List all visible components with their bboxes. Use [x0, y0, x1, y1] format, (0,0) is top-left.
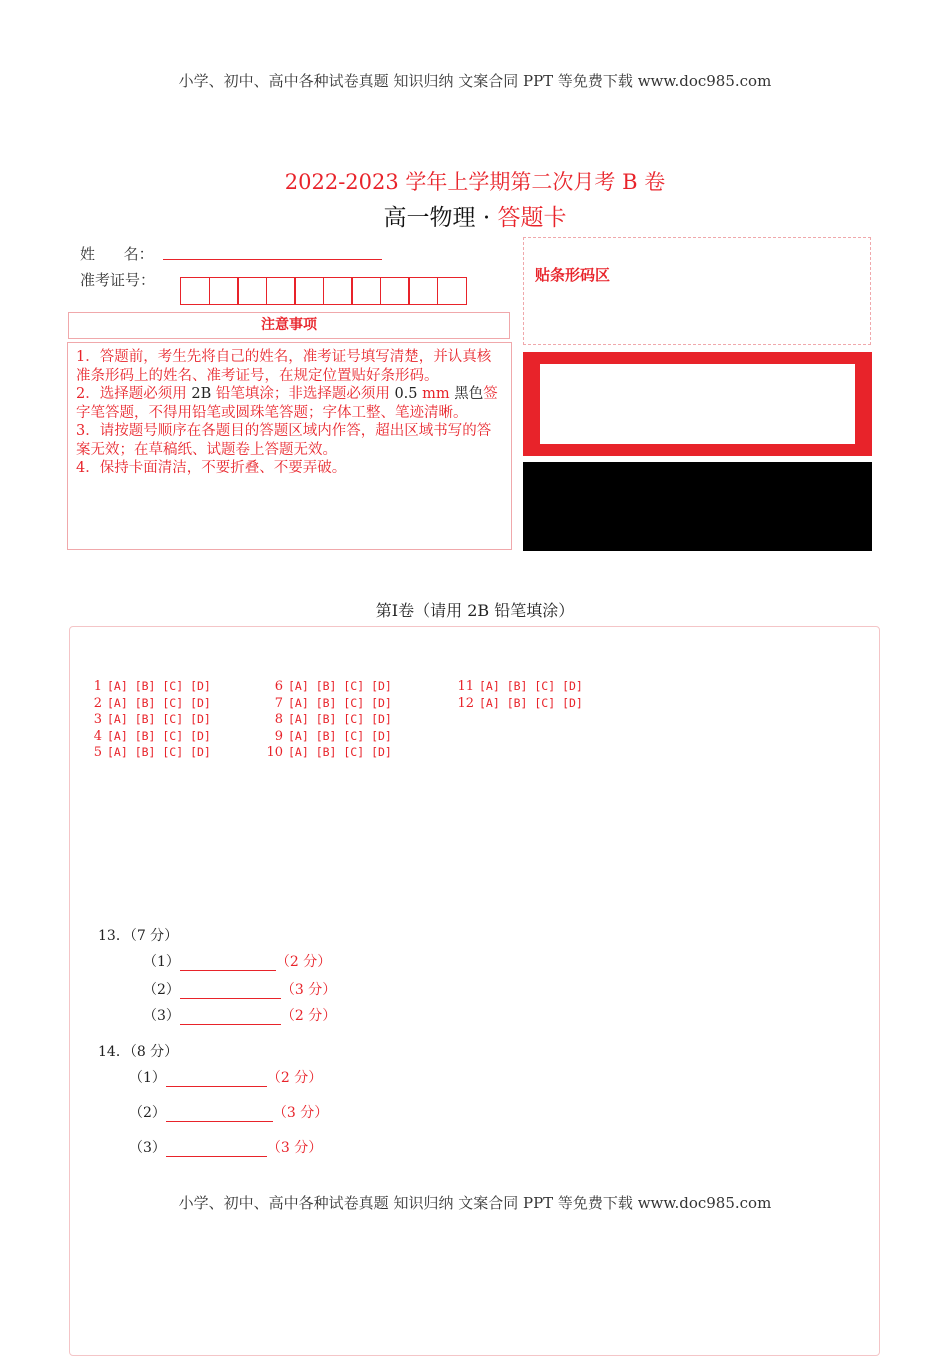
mc-row[interactable]: 2 [A] [B] [C] [D] [93, 695, 211, 711]
q13-part: （1） （2 分） [143, 954, 332, 970]
mc-row[interactable]: 3 [A] [B] [C] [D] [93, 712, 211, 727]
name-label: 姓 名： [80, 245, 154, 263]
card-label: 答题卡 [497, 205, 567, 231]
mc-column-2 [263, 679, 392, 762]
mc-row[interactable]: 4 [A] [B] [C] [D] [93, 728, 211, 744]
answer-blank[interactable] [166, 1107, 273, 1122]
notice-item: 4．保持卡面清洁，不要折叠、不要弄破。 [76, 460, 347, 476]
answer-blank[interactable] [166, 1142, 267, 1157]
subject-name: 高一物理 [383, 205, 476, 231]
black-marker-block [523, 462, 872, 551]
notice-item: 2．选择题必须用 2B 铅笔填涂；非选择题必须用 0.5 mm 黑色签字笔答题，不得用铅笔或圆珠笔答题；字体工整、笔迹清晰。 [76, 386, 498, 421]
mc-row[interactable]: 10 [A] [B] [C] [D] [266, 745, 392, 760]
answer-blank[interactable] [180, 956, 276, 971]
section-title: 第Ⅰ卷（请用 2B 铅笔填涂） [375, 601, 575, 620]
notice-heading: 注意事项 [68, 312, 510, 339]
notice-item: 3．请按题号顺序在各题目的答题区域内作答，超出区域书写的答案无效；在草稿纸、试题卷上答题无效。 [76, 423, 492, 458]
exam-id-box[interactable] [437, 277, 467, 305]
answer-blank[interactable] [180, 1010, 281, 1025]
exam-id-box[interactable] [380, 277, 410, 305]
q14-part: （1） （2 分） [129, 1070, 323, 1086]
mc-row[interactable]: 9 [A] [B] [C] [D] [274, 728, 392, 744]
answer-blank[interactable] [180, 984, 281, 999]
q13-part: （3） （2 分） [143, 1008, 337, 1024]
exam-id-box[interactable] [266, 277, 296, 305]
absent-marker-box [523, 352, 872, 456]
card-title [0, 199, 950, 232]
exam-id-box[interactable] [237, 277, 267, 305]
mc-row[interactable]: 6 [A] [B] [C] [D] [274, 679, 392, 694]
notice-body [67, 342, 512, 550]
q14-part: （2） （3 分） [129, 1105, 329, 1121]
exam-id-box[interactable] [294, 277, 324, 305]
mc-row[interactable]: 7 [A] [B] [C] [D] [274, 695, 392, 711]
mc-row[interactable]: 5 [A] [B] [C] [D] [93, 745, 211, 760]
barcode-area [523, 237, 871, 345]
absent-marker-inner [540, 364, 855, 444]
answer-blank[interactable] [166, 1072, 267, 1087]
exam-id-box[interactable] [180, 277, 210, 305]
exam-title: 2022-2023 学年上学期第二次月考 B 卷 [284, 170, 666, 194]
mc-column-1 [82, 679, 211, 762]
q13-label: 13．（7 分） [98, 928, 179, 944]
exam-id-box[interactable] [351, 277, 381, 305]
title-dot: · [482, 205, 491, 231]
exam-id-box[interactable] [323, 277, 353, 305]
name-field[interactable] [163, 259, 382, 260]
notice-item: 1．答题前，考生先将自己的姓名，准考证号填写清楚，并认真核准条形码上的姓名、准考证号，在规定位置贴好条形码。 [76, 349, 492, 384]
exam-id-boxes [180, 277, 465, 305]
exam-id-box[interactable] [209, 277, 239, 305]
page-footer: 小学、初中、高中各种试卷真题 知识归纳 文案合同 PPT 等免费下载 www.doc985.com [178, 1194, 772, 1212]
page-header: 小学、初中、高中各种试卷真题 知识归纳 文案合同 PPT 等免费下载 www.doc985.com [178, 72, 772, 90]
mc-row[interactable]: 8 [A] [B] [C] [D] [274, 712, 392, 727]
mc-row[interactable]: 1 [A] [B] [C] [D] [93, 679, 211, 694]
barcode-label: 贴条形码区 [535, 266, 611, 284]
exam-id-box[interactable] [408, 277, 438, 305]
q13-part: （2） （3 分） [143, 982, 337, 998]
mc-row[interactable]: 11 [A] [B] [C] [D] [457, 679, 583, 694]
mc-column-3 [454, 679, 583, 712]
q14-part: （3） （3 分） [129, 1140, 323, 1156]
q14-label: 14．（8 分） [98, 1044, 179, 1060]
mc-row[interactable]: 12 [A] [B] [C] [D] [457, 695, 583, 711]
exam-id-label: 准考证号： [80, 271, 156, 289]
